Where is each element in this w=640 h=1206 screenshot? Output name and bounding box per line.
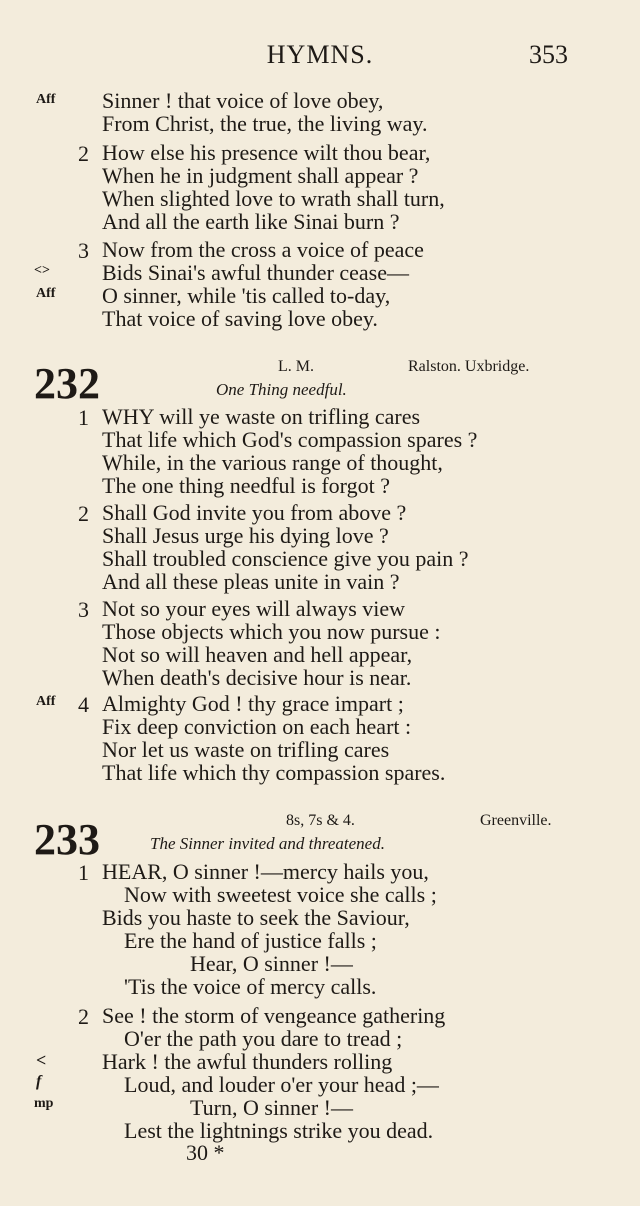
verse-line: Turn, O sinner !— xyxy=(190,1095,353,1120)
verse-line: Almighty God ! thy grace impart ; xyxy=(102,691,404,716)
verse-line: Now with sweetest voice she calls ; xyxy=(124,882,437,907)
dynamic-mark-crescendo: < xyxy=(36,1050,47,1070)
verse-line: Ere the hand of justice falls ; xyxy=(124,928,377,953)
stanza-number: 2 xyxy=(78,141,89,166)
stanza-number: 4 xyxy=(78,692,89,717)
verse-line: Lest the lightnings strike you dead. xyxy=(124,1118,434,1143)
stanza-number: 2 xyxy=(78,501,89,526)
dynamic-mark-mezzo-piano: mp xyxy=(34,1096,54,1111)
hymn-tunes: Ralston. Uxbridge. xyxy=(408,358,530,375)
stanza-number: 1 xyxy=(78,860,89,885)
verse-line: That life which thy compassion spares. xyxy=(102,760,446,785)
verse-line: That life which God's compassion spares ? xyxy=(102,427,478,452)
verse-line: Not so will heaven and hell appear, xyxy=(102,642,413,667)
verse-line: Not so your eyes will always view xyxy=(102,596,406,621)
page-number: 353 xyxy=(529,40,568,69)
dynamic-mark-aff: Aff xyxy=(36,286,56,301)
dynamic-mark-forte: f xyxy=(36,1073,42,1090)
hymn-subtitle: The Sinner invited and threatened. xyxy=(150,834,385,853)
verse-line: Hark ! the awful thunders rolling xyxy=(102,1049,393,1074)
running-head: HYMNS. xyxy=(266,40,374,69)
dynamic-mark-aff: Aff xyxy=(36,92,56,107)
verse-line: Now from the cross a voice of peace xyxy=(102,237,424,262)
verse-line: Nor let us waste on trifling cares xyxy=(102,737,390,762)
verse-line: Sinner ! that voice of love obey, xyxy=(102,88,384,113)
verse-line: O'er the path you dare to tread ; xyxy=(124,1026,403,1051)
verse-line: 'Tis the voice of mercy calls. xyxy=(124,974,377,999)
hymn-meter: 8s, 7s & 4. xyxy=(286,812,355,829)
verse-line: Those objects which you now pursue : xyxy=(102,619,441,644)
verse-line: Shall Jesus urge his dying love ? xyxy=(102,523,389,548)
verse-line: When death's decisive hour is near. xyxy=(102,665,412,690)
stanza-number: 2 xyxy=(78,1004,89,1029)
verse-line: When slighted love to wrath shall turn, xyxy=(102,186,445,211)
verse-line: And all the earth like Sinai burn ? xyxy=(102,209,400,234)
verse-line: Shall God invite you from above ? xyxy=(102,500,407,525)
verse-line: While, in the various range of thought, xyxy=(102,450,443,475)
verse-line: How else his presence wilt thou bear, xyxy=(102,140,431,165)
stanza-number: 3 xyxy=(78,238,89,263)
hymn-number: 233 xyxy=(34,815,100,864)
verse-line: From Christ, the true, the living way. xyxy=(102,111,428,136)
printer-signature: 30 * xyxy=(186,1140,225,1165)
verse-line: Hear, O sinner !— xyxy=(190,951,353,976)
hymn-tune: Greenville. xyxy=(480,812,552,829)
hymn-number: 232 xyxy=(34,359,100,408)
verse-line: Fix deep conviction on each heart : xyxy=(102,714,412,739)
dynamic-mark-swell: <> xyxy=(34,263,50,278)
hymn-subtitle: One Thing needful. xyxy=(216,380,347,399)
verse-line: Shall troubled conscience give you pain ? xyxy=(102,546,469,571)
verse-line: HEAR, O sinner !—mercy hails you, xyxy=(102,859,429,884)
verse-line: See ! the storm of vengeance gathering xyxy=(102,1003,446,1028)
dynamic-mark-aff: Aff xyxy=(36,694,56,709)
stanza-number: 1 xyxy=(78,405,89,430)
verse-line: WHY will ye waste on trifling cares xyxy=(102,404,421,429)
verse-line: Bids Sinai's awful thunder cease— xyxy=(102,260,410,285)
verse-line: The one thing needful is forgot ? xyxy=(102,473,390,498)
verse-line: Bids you haste to seek the Saviour, xyxy=(102,905,410,930)
verse-line: And all these pleas unite in vain ? xyxy=(102,569,400,594)
stanza-number: 3 xyxy=(78,597,89,622)
verse-line: O sinner, while 'tis called to-day, xyxy=(102,283,391,308)
hymn-meter: L. M. xyxy=(278,358,314,375)
verse-line: When he in judgment shall appear ? xyxy=(102,163,419,188)
verse-line: Loud, and louder o'er your head ;— xyxy=(124,1072,439,1097)
verse-line: That voice of saving love obey. xyxy=(102,306,378,331)
